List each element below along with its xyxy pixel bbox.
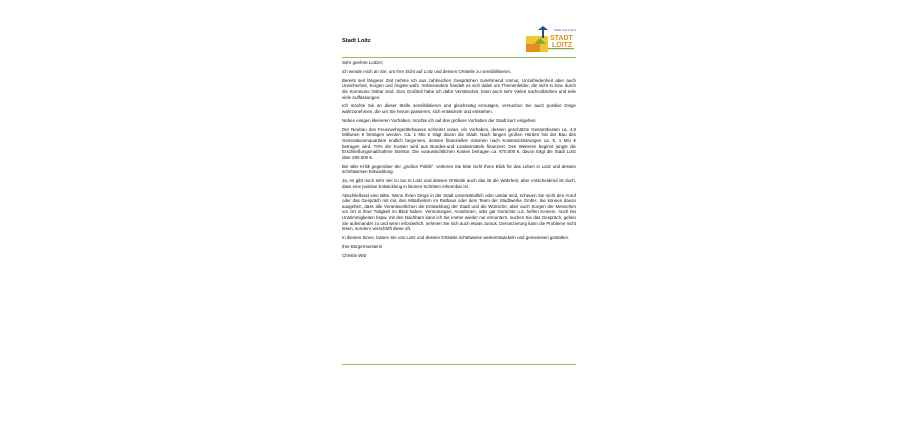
header-divider — [342, 57, 576, 58]
stadt-loitz-logo — [524, 24, 576, 54]
signature-name: Christin Witt — [342, 252, 366, 258]
paragraph: Ja, es gibt noch sehr viel zu tun in Loitz und dessen Ortsteile auch das ist die Wahrheit, aber entscheidend ist doch, dass eine positive Entwicklung in kleinen Schritten erkennbar ist. — [342, 178, 576, 189]
letter-header — [338, 18, 582, 56]
salutation: Sehr geehrte Loitzer, — [342, 60, 384, 65]
letter-body — [342, 60, 576, 262]
paragraph: Bereits seit längerer Zeit nehme ich aus zahlreichen Gesprächen zunehmend Unmut, Unzufriedenheit aber auch Unsicherheit, Sorgen und Ängste wahr. Insbesondere handelt es sich dabei um Themenfelder, die nicht in bzw. durch die Kommune lösbar sind. Zum Großteil habe ich dafür Verständnis, kann auch sehr Vieles nachvollziehen und teile viele Auffassungen. — [342, 77, 576, 100]
closing: Ihre Bürgermeisterin — [342, 244, 383, 249]
paragraph: ich wende mich an Sie, um Ihre Sicht auf Loitz und dessen Ortsteile zu sensibilisieren. — [342, 68, 512, 74]
footer-divider — [342, 364, 576, 365]
paragraph: Abschließend eine Bitte. Wenn Ihnen Dinge in der Stadt unverständlich oder unklar sind, scheuen Sie nicht den Anruf oder das Gespräch mit mir, den Mitarbeitern im Rathaus oder dem Team der Stadtwerke GmbH. Sie können davon ausgehen, dass alle Verantwortlichen die Entwicklung der Stadt und die Wünsche, aber auch Sorgen der Menschen vor Ort in ihrer Tätigkeit im Blick haben. Vermutungen, Annahmen, oder gar Gerüchte u.ä. helfen Keinem. Auch bei Unstimmigkeiten bspw. mit den Nachbarn kann ich Sie immer wieder nur ermuntern, suchen Sie das Gespräch, gehen Sie aufeinander zu und wenn erforderlich, nehmen Sie sich auch etwas zurück. Denunzierung kann die Probleme nicht lösen, sondern verschärft diese oft. — [342, 192, 576, 232]
paragraph: Bei aller Kritik gegenüber der „großen Politik", verlieren Sie bitte nicht Ihren Blick für das Leben in Loitz und dessen schrittweisen Entwicklung. — [342, 163, 576, 175]
paragraph: In diesem Sinne, lassen Sie uns Loitz und dessen Ortsteile schrittweise weiterentwickeln und gemeinsam gestalten. — [342, 235, 570, 241]
paragraph: Neben einigen kleineren Vorhaben, möchte ich auf drei größere Vorhaben der Stadt kurz eingehen: — [342, 117, 537, 123]
logo-name-line2: LOITZ — [552, 42, 573, 49]
paragraph: Ich möchte Sie an dieser Stelle sensibilisieren und gleichzeitig ermutigen, versuchen Sie auch positive Dinge wahrzunehmen, die um Sie herum passieren, sich entwickeln und entstehen. — [342, 103, 576, 115]
paragraph: Der Neubau des Feuerwehrgerätehauses schreitet voran, ein Vorhaben, dessen geschätzte Gesamtkosten ca. 4,9 Millionen € betragen werden. Ca. 1 Mio € trägt davon die Stadt. Nach langen großen Hürden hat der Bau des Generationenquartiers endlich begonnen, dessen finanzielles Volumen nach Kostenschätzungen ca. 5, 1 Mio € betragen wird. 70% der Kosten wird aus Bundes-und Landesmitteln finanziert. Des Weiteren beginnt jüngst die Erschließungsmaßnahme Steintor. Die voraussichtlichen Kosten betragen ca. 670.000 €, davon trägt die Stadt Loitz über 200.000 €. — [342, 126, 576, 160]
page-title: Stadt Loitz — [342, 38, 371, 44]
letter-page — [338, 18, 582, 418]
logo-name-line1: STADT — [550, 35, 573, 42]
logo-tagline: Stadt zum Leben — [554, 28, 576, 32]
